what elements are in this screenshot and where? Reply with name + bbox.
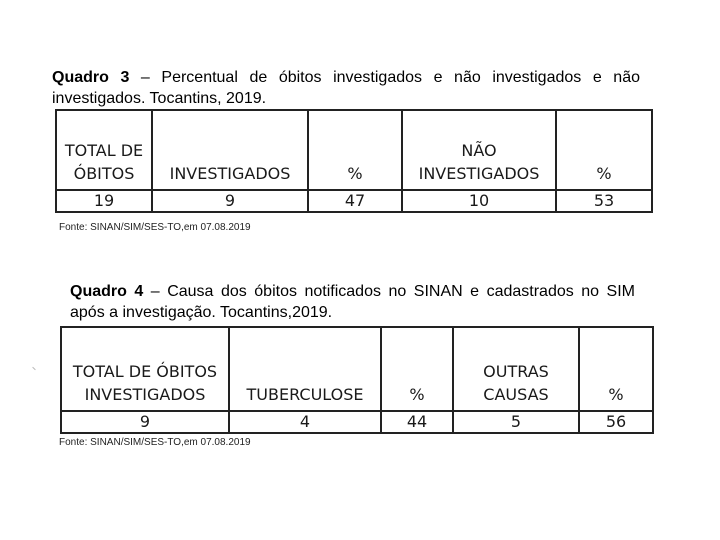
quadro3-header-row bbox=[56, 110, 652, 190]
quadro4-header-outras-causas bbox=[453, 327, 579, 411]
quadro3-caption bbox=[52, 67, 640, 109]
quadro3-header-total bbox=[56, 110, 152, 190]
quadro3-header-investigados: INVESTIGADOS bbox=[152, 110, 308, 190]
quadro4-table bbox=[60, 326, 654, 434]
quadro3-table bbox=[55, 109, 653, 213]
quadro4-header-pct1: % bbox=[381, 327, 453, 411]
quadro4-header-total bbox=[61, 327, 229, 411]
quadro3-header-total-text: TOTAL DE ÓBITOS bbox=[64, 141, 144, 183]
quadro3-header-pct2: % bbox=[556, 110, 652, 190]
stray-mark bbox=[32, 367, 36, 371]
quadro4-source: Fonte: SINAN/SIM/SES-TO,em 07.08.2019 bbox=[59, 437, 251, 448]
quadro4-value-pct2: 56 bbox=[579, 411, 653, 433]
quadro3-value-row bbox=[56, 190, 652, 212]
quadro3-title-label: Quadro 3 bbox=[52, 69, 130, 86]
quadro4-header-tuberculose: TUBERCULOSE bbox=[229, 327, 381, 411]
quadro4-value-row bbox=[61, 411, 653, 433]
quadro3-value-pct1: 47 bbox=[308, 190, 402, 212]
quadro3-source: Fonte: SINAN/SIM/SES-TO,em 07.08.2019 bbox=[59, 222, 251, 233]
quadro4-header-row bbox=[61, 327, 653, 411]
quadro3-header-nao-investigados-text: NÃO INVESTIGADOS bbox=[418, 141, 540, 183]
quadro4-header-outras-causas-text: OUTRAS CAUSAS bbox=[483, 362, 549, 404]
quadro4-title-label: Quadro 4 bbox=[70, 283, 144, 300]
quadro3-header-pct1: % bbox=[308, 110, 402, 190]
quadro4-header-pct2: % bbox=[579, 327, 653, 411]
quadro4-header-total-text: TOTAL DE ÓBITOS INVESTIGADOS bbox=[72, 362, 218, 404]
quadro3-value-total: 19 bbox=[56, 190, 152, 212]
quadro4-value-tuberculose: 4 bbox=[229, 411, 381, 433]
quadro4-value-pct1: 44 bbox=[381, 411, 453, 433]
quadro4-title-text: – Causa dos óbitos notificados no SINAN e cadastrados no SIM após a investigação. Tocantins,2019. bbox=[70, 283, 636, 321]
quadro3-value-pct2: 53 bbox=[556, 190, 652, 212]
quadro4-value-outras-causas: 5 bbox=[453, 411, 579, 433]
quadro3-value-nao-investigados: 10 bbox=[402, 190, 556, 212]
quadro4-caption bbox=[70, 281, 635, 323]
quadro3-title-text: – Percentual de óbitos investigados e não investigados e não investigados. Tocantins, 2019. bbox=[52, 69, 640, 107]
quadro3-header-nao-investigados bbox=[402, 110, 556, 190]
quadro4-value-total: 9 bbox=[61, 411, 229, 433]
quadro3-value-investigados: 9 bbox=[152, 190, 308, 212]
